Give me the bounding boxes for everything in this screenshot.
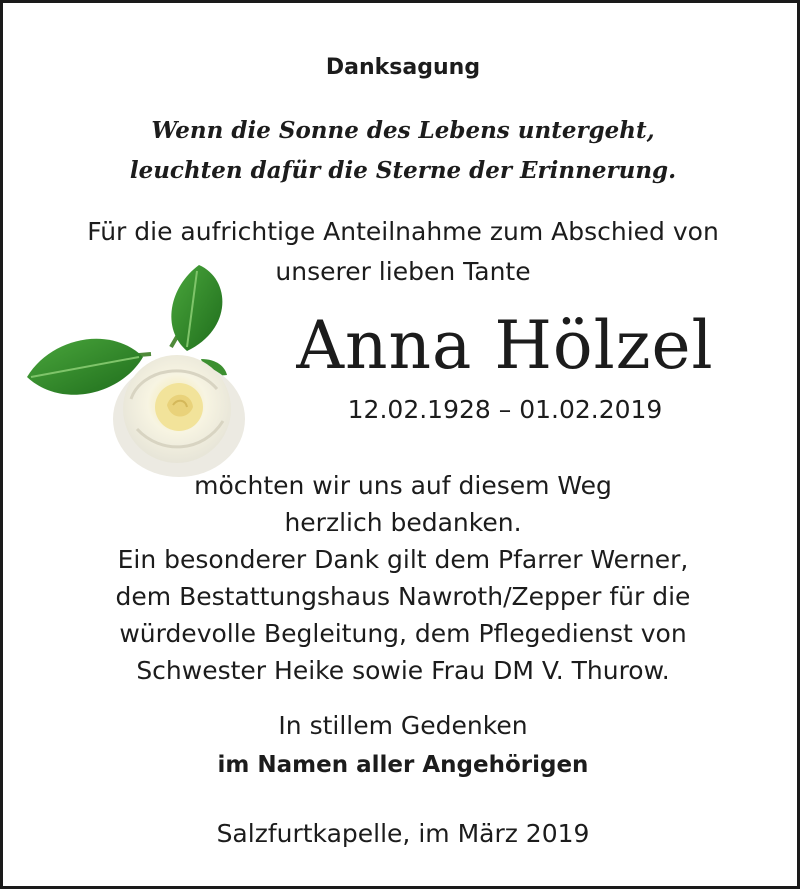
body-line-1: möchten wir uns auf diesem Weg	[194, 471, 612, 500]
motto-line-2: leuchten dafür die Sterne der Erinnerung.	[129, 157, 677, 184]
life-dates: 12.02.1928 – 01.02.2019	[347, 395, 663, 424]
deceased-name: Anna Hölzel	[296, 307, 714, 384]
white-rose-icon	[21, 259, 249, 487]
body-line-5: würdevolle Begleitung, dem Pflegedienst von	[119, 619, 687, 648]
closing-line-2: im Namen aller Angehörigen	[217, 752, 589, 778]
body-line-6: Schwester Heike sowie Frau DM V. Thurow.	[136, 656, 670, 685]
body-line-3: Ein besonderer Dank gilt dem Pfarrer Werner,	[117, 545, 689, 574]
body-line-4: dem Bestattungshaus Nawroth/Zepper für die	[115, 582, 691, 611]
motto-line-1: Wenn die Sonne des Lebens untergeht,	[151, 117, 655, 144]
heading: Danksagung	[325, 55, 481, 80]
closing-line-1: In stillem Gedenken	[278, 711, 528, 740]
intro-line-1: Für die aufrichtige Anteilnahme zum Abschied von	[87, 217, 719, 246]
intro-line-2: unserer lieben Tante	[275, 257, 531, 286]
body-line-2: herzlich bedanken.	[284, 508, 522, 537]
place-date: Salzfurtkapelle, im März 2019	[216, 819, 590, 848]
